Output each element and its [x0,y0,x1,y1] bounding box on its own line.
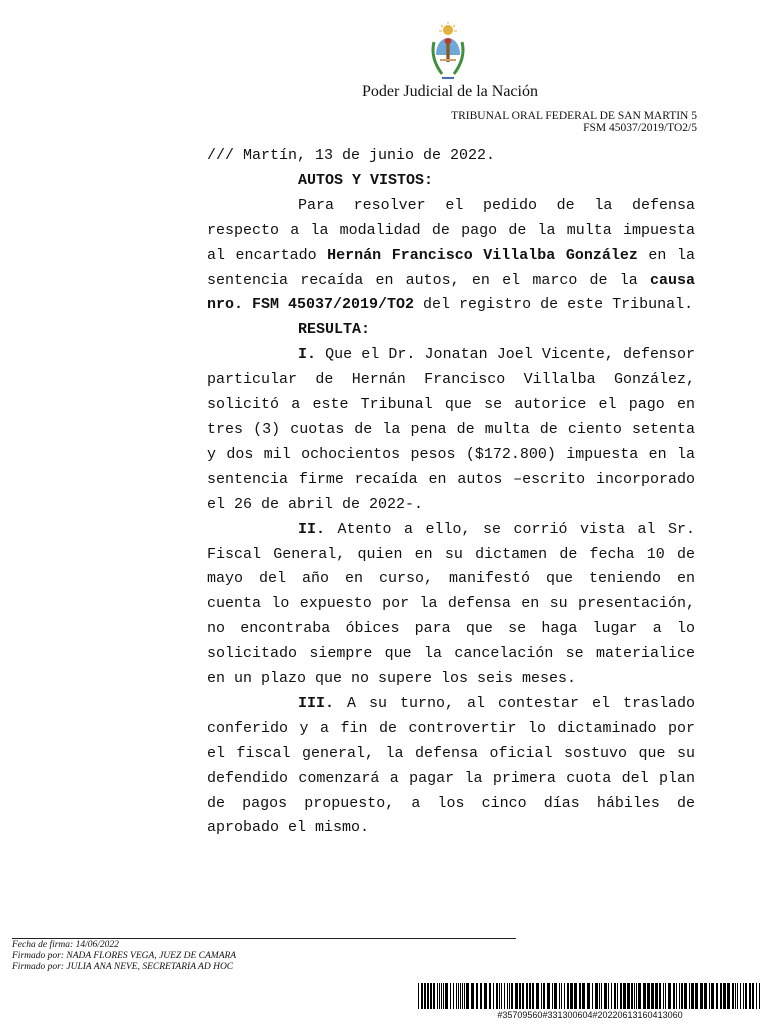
date-line: /// Martín, 13 de junio de 2022. [207,147,496,164]
document-body [207,144,695,841]
intro-post: del registro de este Tribunal. [414,296,694,314]
signature-block [12,940,236,973]
barcode-icon [418,983,762,1009]
paragraph-i [207,343,695,517]
paragraph-numeral: I. [298,346,317,364]
signer-secretary: Firmado por: JULIA ANA NEVE, SECRETARIA AD HOC [12,962,234,972]
signature-date: Fecha de firma: 14/06/2022 [12,940,119,950]
intro-paragraph [207,194,695,319]
signer-judge: Firmado por: NADA FLORES VEGA, JUEZ DE CAMARA [12,951,237,961]
autos-heading-text: AUTOS Y VISTOS: [298,171,434,189]
autos-heading [207,169,695,194]
paragraph-numeral: III. [298,694,335,712]
paragraph-numeral: II. [298,520,326,538]
causa-number: causa nro. FSM 45037/2019/TO2 [207,271,695,314]
intro-mid: en la sentencia recaída en autos, en el marco de la [207,246,695,289]
barcode-number: #35709560#331300604#20220613160413060 [497,1010,683,1020]
page-header [0,0,768,140]
defendant-name: Hernán Francisco Villalba González [327,246,638,264]
institution-title: Poder Judicial de la Nación [362,83,538,100]
paragraph-ii [207,518,695,692]
paragraph-text: A su turno, al contestar el traslado conferido y a fin de controvertir lo dictaminado por el fiscal general, la defensa oficial sostuvo que su defendido comenzará a pagar la primera cuota del plan de pagos propuesto, a los cinco días hábiles de aprobado el mismo. [207,694,695,837]
intro-pre: Para resolver el pedido de la defensa respecto a la modalidad de pago de la multa impuesta al encartado [207,196,695,264]
resulta-heading [207,318,695,343]
paragraph-text: Atento a ello, se corrió vista al Sr. Fiscal General, quien en su dictamen de fecha 10 de mayo del año en curso, manifestó que teniendo en cuenta lo expuesto por la defensa en su presentación, no encontraba óbices para que se haga lugar a lo solicitado siempre que la cancelación se materialice en un plazo que no supere los seis meses. [207,520,695,688]
paragraph-iii [207,692,695,841]
signature-divider [12,938,516,939]
resulta-heading-text: RESULTA: [298,321,371,339]
coat-of-arms-icon [428,22,468,82]
court-name: TRIBUNAL ORAL FEDERAL DE SAN MARTIN 5 [451,110,697,122]
file-reference: FSM 45037/2019/TO2/5 [583,122,697,134]
paragraph-text: Que el Dr. Jonatan Joel Vicente, defensor particular de Hernán Francisco Villalba González, solicitó a este Tribunal que se autorice el pago en tres (3) cuotas de la pena de multa de ciento setenta y dos mil ochocientos pesos ($172.800) impuesta en la sentencia firme recaída en autos –escrito incorporado el 26 de abril de 2022-. [207,346,695,513]
